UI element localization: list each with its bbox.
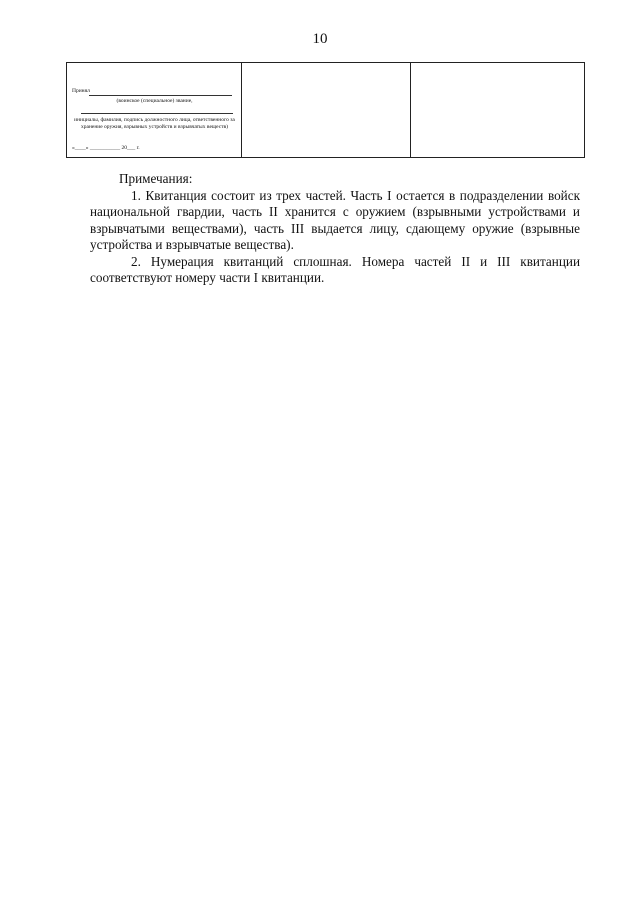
notes-title: Примечания: [119,171,193,186]
date-line: «____» ___________ 20___ г. [72,145,140,151]
accepted-underline [89,95,232,96]
signature-caption: инициалы, фамилия, подпись должностного лица, ответственного за хранение оружия, взрывных устройств и взрывчатых веществ) [74,117,235,130]
note-item: 2. Нумерация квитанций сплошная. Номера частей II и III квитанции соответствуют номеру части I квитанции. [90,253,580,285]
receipt-cell-part-1 [67,63,242,157]
page-number: 10 [312,31,328,47]
accepted-label: Принял [72,88,90,94]
signature-underline [81,113,233,114]
receipt-table [66,62,585,158]
rank-caption: (воинское (специальное) звание, [116,98,193,104]
accepted-line [72,88,237,95]
receipt-cell-part-3 [411,63,584,157]
receipt-cell-part-2 [242,63,411,157]
notes-section [90,171,580,287]
note-item: 1. Квитанция состоит из трех частей. Часть I остается в подразделении войск национальной гвардии, часть II хранится с оружием (взрывными устройствами и взрывчатыми веществами), часть III выдается лицу, сдающему оружие (взрывные устройства и взрывчатые вещества). [90,187,580,252]
